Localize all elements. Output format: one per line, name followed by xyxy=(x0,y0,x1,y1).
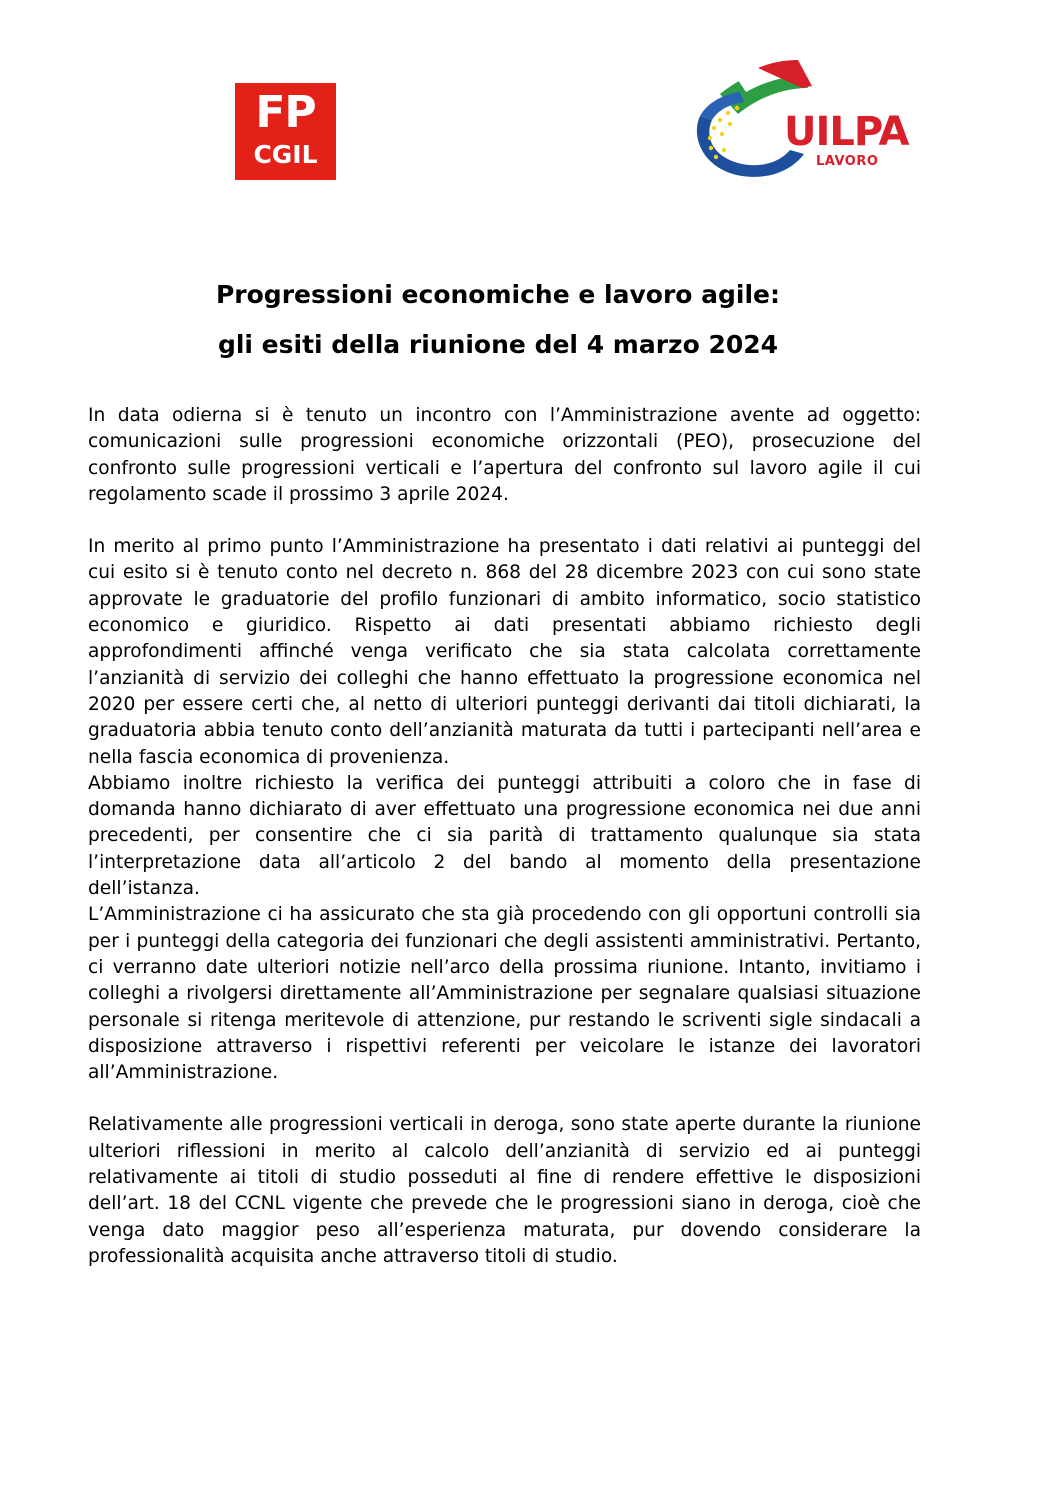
paragraph-vertical-progressions: Relativamente alle progressioni verticali in deroga, sono state aperte durante la riunione ulteriori riflessioni in merito al calcolo dell’anzianità di servizio ed ai punteggi relativamente ai titoli di studio posseduti al fine di rendere effettive le disposizioni dell’art. 18 del CCNL vigente che prevede che le progressioni siano in deroga, cioè che venga dato maggior peso all’esperienza maturata, pur dovendo considerare la professionalità acquisita anche attraverso titoli di studio. xyxy=(88,1114,921,1267)
paragraph-verification: Abbiamo inoltre richiesto la verifica dei punteggi attribuiti a coloro che in fase di domanda hanno dichiarato di aver effettuato una progressione economica nei due anni precedenti, per consentire che ci sia parità di trattamento qualunque sia stata l’interpretazione data all’articolo 2 del bando al momento della presentazione dell’istanza. xyxy=(88,772,921,900)
paragraph-peo-data: In merito al primo punto l’Amministrazione ha presentato i dati relativi ai punteggi del cui esito si è tenuto conto nel decreto n. 868 del 28 dicembre 2023 con cui sono state approvate le graduatorie del profilo funzionari di ambito informatico, socio statistico economico e giuridico. Rispetto ai dati presentati abbiamo richiesto degli approfondimenti affinché venga verificato che sia stata calcolata correttamente l’anzianità di servizio dei colleghi che hanno effettuato la progressione economica nel 2020 per essere certi che, al netto di ulteriori punteggi derivanti dai titoli dichiarati, la graduatoria abbia tenuto conto dell’anzianità maturata da tutti i partecipanti nell’area e nella fascia economica di provenienza. xyxy=(88,536,921,768)
document-body xyxy=(88,403,921,1270)
paragraph-administration: L’Amministrazione ci ha assicurato che sta già procedendo con gli opportuni controlli sia per i punteggi della categoria dei funzionari che degli assistenti amministrativi. Pertanto, ci verranno date ulteriori notizie nell’arco della prossima riunione. Intanto, invitiamo i colleghi a rivolgersi direttamente all’Amministrazione per segnalare qualsiasi situazione personale si ritenga meritevole di attenzione, pur restando le scriventi sigle sindacali a disposizione attraverso i rispettivi referenti per veicolare le istanze dei lavoratori all’Amministrazione. xyxy=(88,904,921,1084)
paragraph-spacer xyxy=(88,1086,921,1112)
document-title-line2: gli esiti della riunione del 4 marzo 2024 xyxy=(217,330,779,359)
uilpa-logo-text: UILPA xyxy=(784,109,909,155)
document-title-line1: Progressioni economiche e lavoro agile: xyxy=(215,280,781,309)
uilpa-lavoro-logo xyxy=(680,58,909,186)
paragraph-intro: In data odierna si è tenuto un incontro con l’Amministrazione avente ad oggetto: comunicazioni sulle progressioni economiche orizzontali (PEO), prosecuzione del confronto sulle progressioni verticali e l’apertura del confronto sul lavoro agile il cui regolamento scade il prossimo 3 aprile 2024. xyxy=(88,405,921,505)
fp-cgil-logo-line1: FP xyxy=(255,87,316,138)
fp-cgil-logo xyxy=(235,83,336,180)
fp-cgil-logo-line2: CGIL xyxy=(253,140,318,169)
uilpa-logo-subtext: LAVORO xyxy=(816,154,879,169)
paragraph-spacer xyxy=(88,508,921,534)
